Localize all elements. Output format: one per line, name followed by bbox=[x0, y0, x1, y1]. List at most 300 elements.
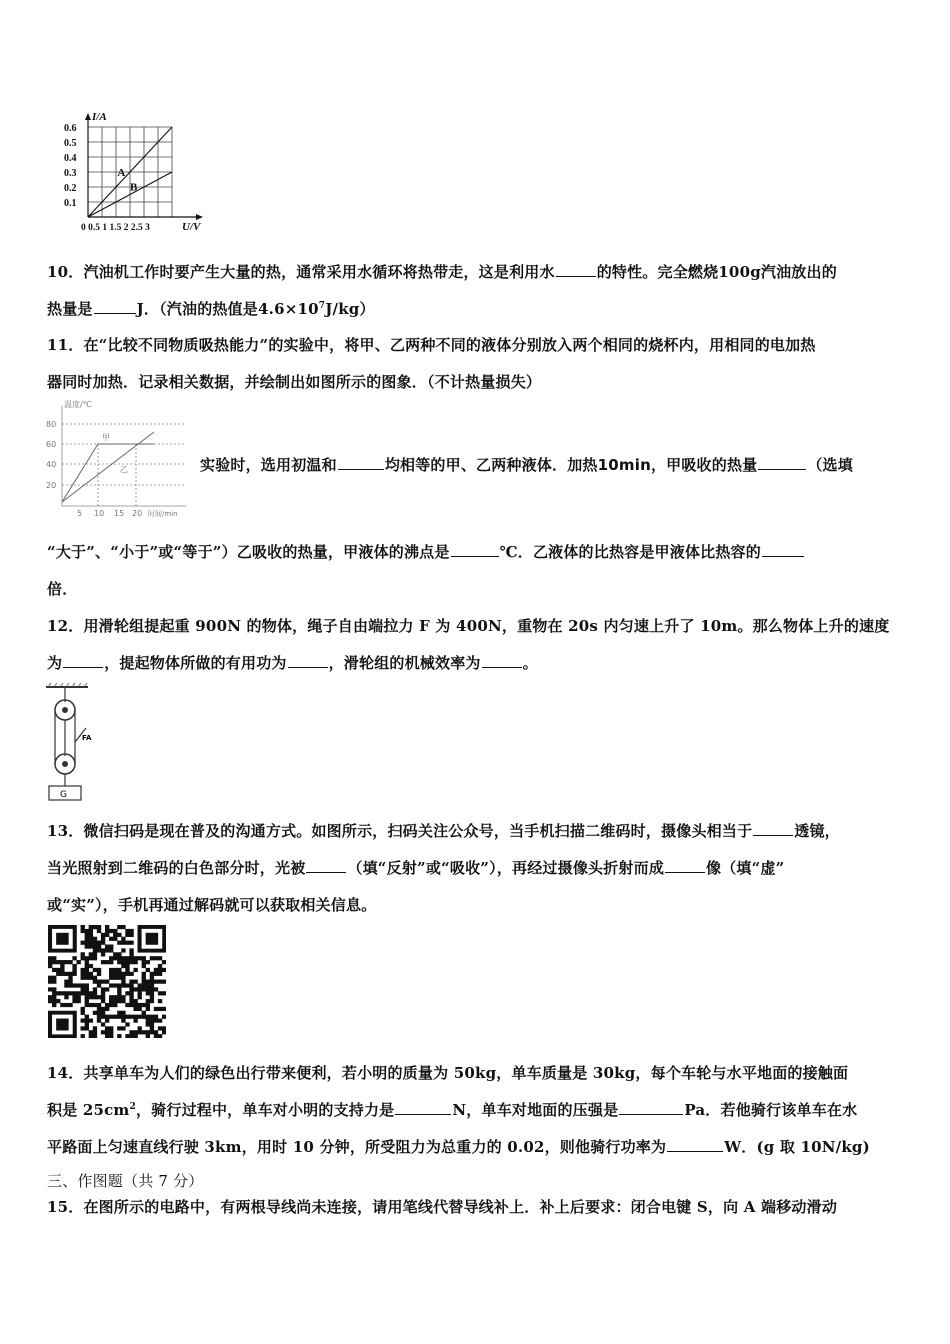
qr-module bbox=[133, 968, 137, 972]
q13-text: 或“实”），手机再通过解码就可以获取相关信息。 bbox=[47, 896, 377, 914]
qr-module bbox=[105, 1019, 109, 1023]
qr-module bbox=[93, 1011, 97, 1015]
qr-module bbox=[138, 995, 142, 999]
q13-blank-2[interactable] bbox=[306, 858, 346, 873]
qr-module bbox=[89, 952, 93, 956]
q10-text: 热量是 bbox=[47, 300, 93, 318]
x-axis-label: U/V bbox=[182, 221, 201, 233]
qr-module bbox=[105, 1034, 109, 1038]
qr-module bbox=[97, 1019, 101, 1023]
qr-module bbox=[150, 1019, 154, 1023]
qr-module bbox=[109, 929, 113, 933]
qr-module bbox=[85, 995, 89, 999]
q14-text: Pa．若他骑行该单车在水 bbox=[684, 1101, 858, 1119]
q14-line1 bbox=[47, 1062, 848, 1083]
q11-text: 实验时，选用初温和 bbox=[200, 456, 337, 474]
qr-module bbox=[133, 1034, 137, 1038]
qr-module bbox=[93, 941, 97, 945]
q11-blank-2[interactable] bbox=[758, 455, 806, 470]
qr-module bbox=[101, 948, 105, 952]
qr-module bbox=[101, 999, 105, 1003]
qr-module bbox=[85, 960, 89, 964]
qr-module bbox=[76, 960, 80, 964]
qr-module bbox=[158, 1034, 162, 1038]
qr-module bbox=[89, 944, 93, 948]
qr-module bbox=[117, 999, 121, 1003]
qr-module bbox=[93, 1003, 97, 1007]
qr-module bbox=[101, 995, 105, 999]
x-tick: 20 bbox=[132, 509, 143, 518]
y-axis-label: 温度/℃ bbox=[64, 400, 92, 409]
qr-module bbox=[129, 952, 133, 956]
qr-module bbox=[85, 1003, 89, 1007]
qr-module bbox=[48, 980, 52, 984]
qr-module bbox=[121, 1015, 125, 1019]
qr-module bbox=[105, 1030, 109, 1034]
qr-module bbox=[146, 983, 150, 987]
qr-module bbox=[48, 976, 52, 980]
qr-finder-tr-core bbox=[146, 933, 159, 945]
q12-line1 bbox=[47, 615, 889, 636]
qr-module bbox=[158, 964, 162, 968]
q13-line2 bbox=[47, 857, 785, 878]
q11-text: 均相等的甲、乙两种液体．加热 bbox=[384, 456, 598, 474]
q11-blank-3[interactable] bbox=[451, 542, 499, 557]
qr-module bbox=[117, 991, 121, 995]
qr-module bbox=[97, 983, 101, 987]
qr-module bbox=[85, 956, 89, 960]
qr-module bbox=[101, 980, 105, 984]
qr-module bbox=[109, 1015, 113, 1019]
qr-module bbox=[154, 1034, 158, 1038]
qr-module bbox=[101, 1015, 105, 1019]
qr-module bbox=[109, 976, 113, 980]
qr-module bbox=[158, 1007, 162, 1011]
y-tick: 20 bbox=[46, 481, 57, 490]
q13-text: 透镜， bbox=[794, 822, 840, 840]
jia-curve bbox=[62, 444, 154, 502]
qr-module bbox=[81, 991, 85, 995]
qr-module bbox=[109, 948, 113, 952]
qr-finder-bl-core bbox=[56, 1019, 69, 1031]
qr-module bbox=[52, 960, 56, 964]
q12-text: ，滑轮组的机械效率为 bbox=[328, 654, 481, 672]
qr-module bbox=[146, 1022, 150, 1026]
q10-text: 汽油放出的 bbox=[760, 263, 837, 281]
qr-module bbox=[105, 1003, 109, 1007]
qr-module bbox=[109, 995, 113, 999]
qr-module bbox=[162, 991, 166, 995]
qr-module bbox=[150, 980, 154, 984]
qr-module bbox=[97, 968, 101, 972]
q14-text: 平路面上匀速直线行驶 3km，用时 10 分钟，所受阻力为总重力的 0.02，则他骑行功率为 bbox=[47, 1138, 667, 1156]
qr-module bbox=[97, 925, 101, 929]
q13-blank-1[interactable] bbox=[753, 821, 793, 836]
q10-text: J/kg） bbox=[325, 300, 375, 318]
qr-module bbox=[105, 1015, 109, 1019]
q15-line1 bbox=[47, 1196, 837, 1217]
qr-module bbox=[158, 980, 162, 984]
qr-module bbox=[129, 987, 133, 991]
qr-module bbox=[109, 1026, 113, 1030]
qr-module bbox=[150, 1015, 154, 1019]
qr-module bbox=[52, 980, 56, 984]
qr-module bbox=[97, 1007, 101, 1011]
q11-text: （选填 bbox=[807, 456, 853, 474]
qr-module bbox=[81, 925, 85, 929]
qr-module bbox=[81, 929, 85, 933]
movable-pulley-axle bbox=[62, 761, 68, 767]
qr-module bbox=[85, 1015, 89, 1019]
qr-module bbox=[89, 964, 93, 968]
qr-module bbox=[133, 1007, 137, 1011]
q10-line2 bbox=[47, 298, 375, 319]
qr-module bbox=[150, 983, 154, 987]
qr-module bbox=[89, 1003, 93, 1007]
qr-module bbox=[105, 925, 109, 929]
qr-module bbox=[109, 968, 113, 972]
qr-module bbox=[129, 1034, 133, 1038]
qr-module bbox=[105, 944, 109, 948]
q14-blank-2[interactable] bbox=[619, 1100, 683, 1115]
qr-module bbox=[93, 991, 97, 995]
q14-blank-3[interactable] bbox=[667, 1137, 723, 1152]
q11-text: 11．在“比较不同物质吸热能力”的实验中，将甲、乙两种不同的液体分别放入两个相同的烧杯内，用相同的电加热 bbox=[47, 336, 816, 354]
qr-module bbox=[101, 1007, 105, 1011]
q11-blank-1[interactable] bbox=[338, 455, 384, 470]
line-a-label: A bbox=[117, 167, 126, 179]
qr-module bbox=[64, 960, 68, 964]
qr-module bbox=[117, 995, 121, 999]
qr-module bbox=[81, 1026, 85, 1030]
qr-module bbox=[85, 999, 89, 1003]
qr-module bbox=[109, 1034, 113, 1038]
qr-module bbox=[150, 999, 154, 1003]
q10-text: 10．汽油机工作时要产生大量的热，通常采用水循环将热带走，这是利用水 bbox=[47, 263, 555, 281]
y-tick: 0.3 bbox=[64, 168, 77, 179]
qr-module bbox=[97, 995, 101, 999]
qr-module bbox=[162, 1026, 166, 1030]
q10-text: 的特性。完全燃烧 bbox=[596, 263, 719, 281]
qr-module bbox=[89, 995, 93, 999]
q11-line1 bbox=[47, 334, 816, 355]
qr-module bbox=[133, 1015, 137, 1019]
qr-module bbox=[89, 933, 93, 937]
qr-module bbox=[142, 983, 146, 987]
y-tick: 0.1 bbox=[64, 198, 77, 209]
qr-module bbox=[154, 972, 158, 976]
qr-module bbox=[93, 1034, 97, 1038]
qr-module bbox=[117, 952, 121, 956]
qr-module bbox=[105, 987, 109, 991]
qr-module bbox=[121, 999, 125, 1003]
qr-module bbox=[97, 944, 101, 948]
qr-module bbox=[133, 980, 137, 984]
qr-module bbox=[48, 999, 52, 1003]
qr-module bbox=[129, 1015, 133, 1019]
qr-module bbox=[117, 1015, 121, 1019]
qr-module bbox=[113, 983, 117, 987]
yi-label: 乙 bbox=[120, 465, 128, 474]
qr-module bbox=[72, 991, 76, 995]
qr-module bbox=[93, 968, 97, 972]
qr-module bbox=[125, 929, 129, 933]
qr-module bbox=[129, 933, 133, 937]
qr-module bbox=[121, 995, 125, 999]
qr-module bbox=[76, 983, 80, 987]
qr-module bbox=[101, 937, 105, 941]
q13-text: 像（填“虚” bbox=[706, 859, 785, 877]
q14-text: 积是 25cm bbox=[47, 1101, 130, 1119]
qr-module bbox=[93, 937, 97, 941]
qr-module bbox=[72, 972, 76, 976]
qr-module bbox=[125, 991, 129, 995]
qr-module bbox=[121, 941, 125, 945]
q11-text: 10min bbox=[597, 456, 651, 474]
qr-module bbox=[81, 976, 85, 980]
qr-module bbox=[68, 991, 72, 995]
qr-module bbox=[105, 960, 109, 964]
q11-text: 器同时加热．记录相关数据，并绘制出如图所示的图象．（不计热量损失） bbox=[47, 373, 542, 391]
qr-module bbox=[109, 1030, 113, 1034]
qr-module bbox=[60, 968, 64, 972]
qr-module bbox=[81, 972, 85, 976]
q14-text: ，骑行过程中，单车对小明的支持力是 bbox=[135, 1101, 395, 1119]
qr-module bbox=[146, 1034, 150, 1038]
qr-module bbox=[68, 1003, 72, 1007]
q14-sup: 2 bbox=[129, 1102, 136, 1112]
x-axis-arrow bbox=[196, 214, 203, 220]
q11-blank-4[interactable] bbox=[762, 542, 804, 557]
qr-code bbox=[48, 925, 166, 1038]
qr-module bbox=[138, 991, 142, 995]
qr-module bbox=[89, 1034, 93, 1038]
qr-module bbox=[158, 1019, 162, 1023]
q12-line2 bbox=[47, 652, 538, 673]
qr-module bbox=[68, 960, 72, 964]
qr-module bbox=[121, 1026, 125, 1030]
qr-module bbox=[117, 976, 121, 980]
temp-graph-svg bbox=[44, 398, 196, 520]
x-tick: 15 bbox=[114, 509, 125, 518]
qr-module bbox=[89, 956, 93, 960]
qr-module bbox=[117, 933, 121, 937]
qr-module bbox=[117, 983, 121, 987]
qr-module bbox=[121, 976, 125, 980]
qr-module bbox=[154, 1007, 158, 1011]
qr-module bbox=[154, 1019, 158, 1023]
qr-module bbox=[85, 941, 89, 945]
qr-module bbox=[121, 956, 125, 960]
qr-module bbox=[68, 972, 72, 976]
qr-module bbox=[85, 976, 89, 980]
qr-module bbox=[133, 956, 137, 960]
qr-module bbox=[76, 995, 80, 999]
q10-line1 bbox=[47, 261, 837, 282]
q14-text: N，单车对地面的压强是 bbox=[452, 1101, 619, 1119]
qr-module bbox=[113, 937, 117, 941]
qr-module bbox=[81, 1034, 85, 1038]
qr-module bbox=[72, 995, 76, 999]
qr-module bbox=[138, 1026, 142, 1030]
q10-blank-2[interactable] bbox=[94, 299, 136, 314]
qr-module bbox=[97, 1003, 101, 1007]
qr-module bbox=[105, 933, 109, 937]
qr-module bbox=[101, 941, 105, 945]
qr-module bbox=[72, 956, 76, 960]
qr-module bbox=[158, 999, 162, 1003]
qr-module bbox=[48, 995, 52, 999]
qr-module bbox=[150, 976, 154, 980]
qr-module bbox=[125, 1022, 129, 1026]
qr-module bbox=[121, 925, 125, 929]
qr-module bbox=[64, 991, 68, 995]
q12-blank-1[interactable] bbox=[63, 653, 103, 668]
qr-module bbox=[105, 948, 109, 952]
jia-label: 甲 bbox=[102, 433, 110, 442]
qr-module bbox=[113, 933, 117, 937]
qr-module bbox=[150, 972, 154, 976]
qr-module bbox=[52, 1003, 56, 1007]
qr-module bbox=[109, 937, 113, 941]
qr-module bbox=[97, 980, 101, 984]
x-axis-label: 时间/min bbox=[148, 510, 178, 518]
qr-module bbox=[105, 929, 109, 933]
q11-text: ，甲吸收的热量 bbox=[650, 456, 758, 474]
qr-module bbox=[89, 1030, 93, 1034]
qr-module bbox=[97, 1011, 101, 1015]
q11-text: ℃．乙液体的比热容是甲液体比热容的 bbox=[499, 543, 761, 561]
q11-text: “大于”、“小于”或“等于”）乙吸收的热量，甲液体的沸点是 bbox=[47, 543, 450, 561]
qr-module bbox=[113, 999, 117, 1003]
qr-module bbox=[101, 933, 105, 937]
line-b-label: B bbox=[130, 181, 138, 194]
qr-module bbox=[68, 976, 72, 980]
qr-module bbox=[85, 968, 89, 972]
qr-module bbox=[89, 941, 93, 945]
qr-module bbox=[89, 1019, 93, 1023]
qr-module bbox=[52, 991, 56, 995]
qr-module bbox=[85, 944, 89, 948]
q12-blank-3[interactable] bbox=[482, 653, 522, 668]
qr-module bbox=[125, 1003, 129, 1007]
q10-text: 4.6×10 bbox=[258, 300, 319, 318]
qr-module bbox=[125, 941, 129, 945]
qr-module bbox=[150, 995, 154, 999]
qr-module bbox=[121, 960, 125, 964]
qr-module bbox=[154, 956, 158, 960]
qr-module bbox=[158, 972, 162, 976]
qr-module bbox=[52, 995, 56, 999]
y-tick: 80 bbox=[46, 420, 57, 429]
q14-blank-1[interactable] bbox=[395, 1100, 451, 1115]
iu-graph-svg bbox=[60, 110, 240, 245]
qr-module bbox=[125, 960, 129, 964]
qr-module bbox=[133, 1003, 137, 1007]
qr-module bbox=[81, 956, 85, 960]
qr-module bbox=[125, 1015, 129, 1019]
qr-module bbox=[150, 987, 154, 991]
qr-module bbox=[93, 980, 97, 984]
qr-module bbox=[109, 1003, 113, 1007]
qr-module bbox=[129, 960, 133, 964]
qr-module bbox=[146, 1007, 150, 1011]
qr-module bbox=[85, 987, 89, 991]
yi-curve bbox=[62, 432, 154, 502]
y-tick: 0.2 bbox=[64, 183, 77, 194]
qr-module bbox=[81, 1011, 85, 1015]
qr-module bbox=[72, 964, 76, 968]
qr-module bbox=[81, 1007, 85, 1011]
qr-module bbox=[158, 968, 162, 972]
qr-module bbox=[133, 999, 137, 1003]
qr-module bbox=[93, 1030, 97, 1034]
qr-module bbox=[125, 968, 129, 972]
qr-module bbox=[162, 1007, 166, 1011]
q12-text: 12．用滑轮组提起重 900N 的物体，绳子自由端拉力 F 为 400N，重物在 20s 内匀速上升了 10m。那么物体上升的速度 bbox=[47, 617, 890, 635]
qr-module bbox=[101, 1022, 105, 1026]
qr-module bbox=[146, 1003, 150, 1007]
qr-module bbox=[133, 987, 137, 991]
qr-code-svg bbox=[48, 925, 166, 1038]
q11-line5 bbox=[47, 578, 77, 599]
qr-module bbox=[146, 960, 150, 964]
qr-module bbox=[89, 925, 93, 929]
qr-module bbox=[142, 1015, 146, 1019]
q10-blank-1[interactable] bbox=[556, 262, 596, 277]
q14-text: 14．共享单车为人们的绿色出行带来便利，若小明的质量为 50kg，单车质量是 30kg，每个车轮与水平地面的接触面 bbox=[47, 1064, 849, 1082]
qr-module bbox=[68, 980, 72, 984]
qr-module bbox=[129, 948, 133, 952]
qr-module bbox=[142, 960, 146, 964]
qr-module bbox=[101, 1011, 105, 1015]
q12-blank-2[interactable] bbox=[288, 653, 328, 668]
section-3-text: 三、作图题（共 7 分） bbox=[47, 1172, 204, 1190]
qr-module bbox=[101, 987, 105, 991]
q10-text: 100g bbox=[718, 263, 761, 281]
qr-module bbox=[121, 972, 125, 976]
q11-line4 bbox=[47, 541, 805, 562]
qr-module bbox=[150, 991, 154, 995]
qr-module bbox=[85, 929, 89, 933]
qr-module bbox=[158, 956, 162, 960]
iu-graph bbox=[60, 110, 240, 245]
qr-module bbox=[109, 983, 113, 987]
qr-module bbox=[117, 968, 121, 972]
qr-module bbox=[146, 1015, 150, 1019]
qr-module bbox=[117, 960, 121, 964]
pulley-figure bbox=[40, 682, 100, 804]
qr-module bbox=[89, 929, 93, 933]
qr-module bbox=[121, 948, 125, 952]
qr-module bbox=[64, 980, 68, 984]
qr-module bbox=[60, 960, 64, 964]
qr-module bbox=[85, 972, 89, 976]
qr-module bbox=[129, 956, 133, 960]
q13-blank-3[interactable] bbox=[665, 858, 705, 873]
q12-text: 为 bbox=[47, 654, 63, 672]
qr-module bbox=[146, 987, 150, 991]
q13-text: 13．微信扫码是现在普及的沟通方式。如图所示，扫码关注公众号，当手机扫描二维码时，摄像头相当于 bbox=[47, 822, 753, 840]
qr-module bbox=[93, 948, 97, 952]
qr-module bbox=[85, 1026, 89, 1030]
qr-module bbox=[89, 972, 93, 976]
qr-module bbox=[121, 937, 125, 941]
q12-text: ，提起物体所做的有用功为 bbox=[104, 654, 287, 672]
qr-module bbox=[81, 1019, 85, 1023]
qr-module bbox=[81, 968, 85, 972]
q11-text: 倍． bbox=[47, 580, 78, 598]
